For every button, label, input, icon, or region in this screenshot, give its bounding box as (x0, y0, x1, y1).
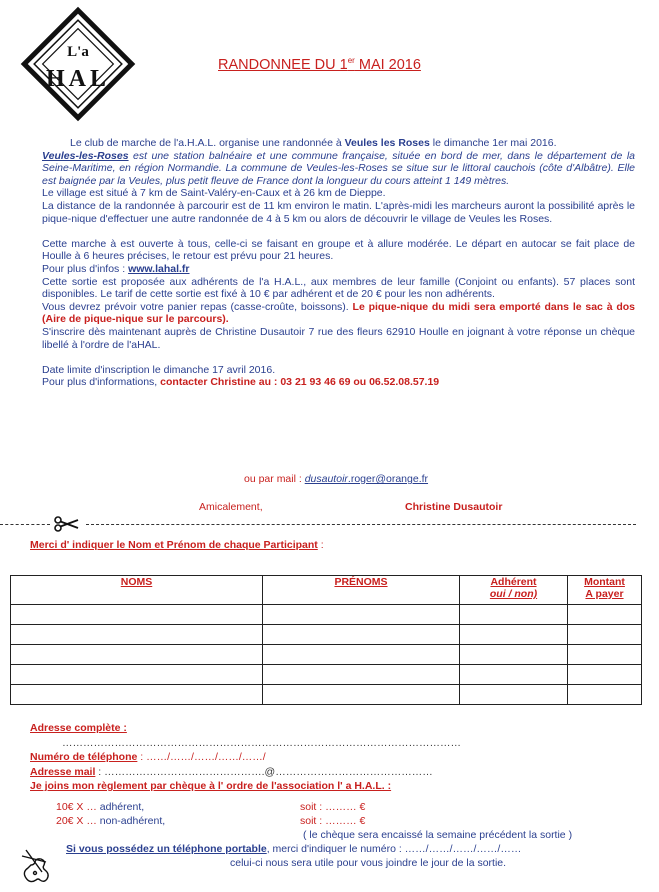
col-noms: NOMS (11, 576, 263, 605)
col-prenoms: PRÉNOMS (263, 576, 460, 605)
table-header (11, 576, 642, 605)
form-instruction: Merci d' indiquer le Nom et Prénom de chaque Participant : (30, 539, 324, 551)
phone-field[interactable]: Numéro de téléphone : ……/……/……/……/……/ (30, 751, 266, 763)
table-row[interactable] (11, 625, 642, 645)
logo-text-top: L'a (67, 44, 89, 60)
hal-logo (18, 4, 138, 124)
total-adherent[interactable]: soit : ……… € (300, 801, 366, 813)
town-link[interactable]: Veules-les-Roses (42, 149, 129, 162)
participants-table (10, 575, 642, 705)
mobile-note: celui-ci nous sera utile pour vous joindre le jour de la sortie. (230, 857, 507, 869)
picnic-paragraph: Vous devrez prévoir votre panier repas (casse-croûte, boissons). Le pique-nique du midi sera emporté dans le sac à dos (Aire de pique-nique sur le parcours). (42, 300, 635, 326)
violin-icon (18, 846, 54, 886)
cheque-note: ( le chèque sera encaissé la semaine précédent la sortie ) (303, 829, 573, 841)
cheque-line: Je joins mon règlement par chèque à l' ordre de l'association l' a H.A.L. : (30, 780, 392, 792)
website-link[interactable]: www.lahal.fr (128, 262, 190, 275)
logo-text-bottom: HAL (45, 66, 111, 92)
scissors-icon (54, 516, 80, 532)
location-line: Le village est situé à 7 km de Saint-Valéry-en-Caux et à 26 km de Dieppe. (42, 187, 386, 200)
mobile-line[interactable]: Si vous possédez un téléphone portable, merci d'indiquer le numéro : ……/……/……/……/…… (66, 843, 522, 855)
col-adherent: Adhérent oui / non) (460, 576, 568, 605)
col-montant: Montant A payer (568, 576, 642, 605)
address-label: Adresse complète : (30, 722, 127, 734)
table-row[interactable] (11, 665, 642, 685)
cut-line (0, 516, 659, 530)
address-field[interactable]: …………………………………………………………………………………………………… (62, 737, 461, 749)
info-line: Pour plus d'infos : www.lahal.fr (42, 262, 190, 275)
price-adherent: 10€ X … adhérent, (56, 801, 145, 813)
intro-paragraph: Le club de marche de l'a.H.A.L. organise une randonnée à Veules les Roses le dimanche 1er mai 2016. (70, 137, 557, 149)
total-non-adherent[interactable]: soit : ……… € (300, 815, 366, 827)
town-description: Veules-les-Roses est une station balnéaire et une commune française, située en bord de mer, dans le département de la Seine-Maritime, en région Normandie. La commune de Veules-les-Roses se situe sur le littoral cauchois (côte d'Albâtre). Elle est baignée par la Veules, plus petit fleuve de France dont la longueur du cours atteint 1 149 mètres. (42, 149, 635, 187)
contact-line: Pour plus d'informations, contacter Christine au : 03 21 93 46 69 ou 06.52.08.57.19 (42, 376, 440, 389)
mail-line: ou par mail : dusautoir.roger@orange.fr (244, 473, 429, 485)
table-row[interactable] (11, 645, 642, 665)
email-link[interactable]: dusautoir (304, 473, 348, 485)
email-field[interactable]: Adresse mail : ……………………………………….@……………………………………… (30, 766, 433, 778)
closing: Amicalement, (199, 501, 263, 513)
deadline-line: Date limite d'inscription le dimanche 17 avril 2016. (42, 363, 276, 376)
page-title: RANDONNEE DU 1er MAI 2016 (218, 56, 421, 73)
distance-paragraph: La distance de la randonnée à parcourir est de 11 km environ le matin. L'après-midi les marcheurs auront la possibilité après le pique-nique d'effectuer une autre randonnée de 4 à 5 km ou alors de découvrir le village de Veules les Roses. (42, 199, 635, 225)
letter-body (42, 137, 635, 389)
departure-paragraph: Cette marche à est ouverte à tous, celle-ci se faisant en groupe et à allure modérée. Le départ en autocar se fait place de Houlle à 6 heures précises, le retour est prévu pour 21 heures. (42, 237, 635, 263)
pricing-paragraph: Cette sortie est proposée aux adhérents de l'a H.A.L., aux membres de leur famille (Conjoint ou enfants). 57 places sont disponibles. Le tarif de cette sortie est fixé à 10 € par adhérent et de 20 € pour les non adhérents. (42, 275, 635, 301)
signature: Christine Dusautoir (405, 501, 503, 513)
table-row[interactable] (11, 605, 642, 625)
table-row[interactable] (11, 685, 642, 705)
price-non-adherent: 20€ X … non-adhérent, (56, 815, 166, 827)
registration-paragraph: S'inscrire dès maintenant auprès de Christine Dusautoir 7 rue des fleurs 62910 Houlle en joignant à votre réponse un chèque libellé à l'ordre de l'aHAL. (42, 325, 635, 351)
